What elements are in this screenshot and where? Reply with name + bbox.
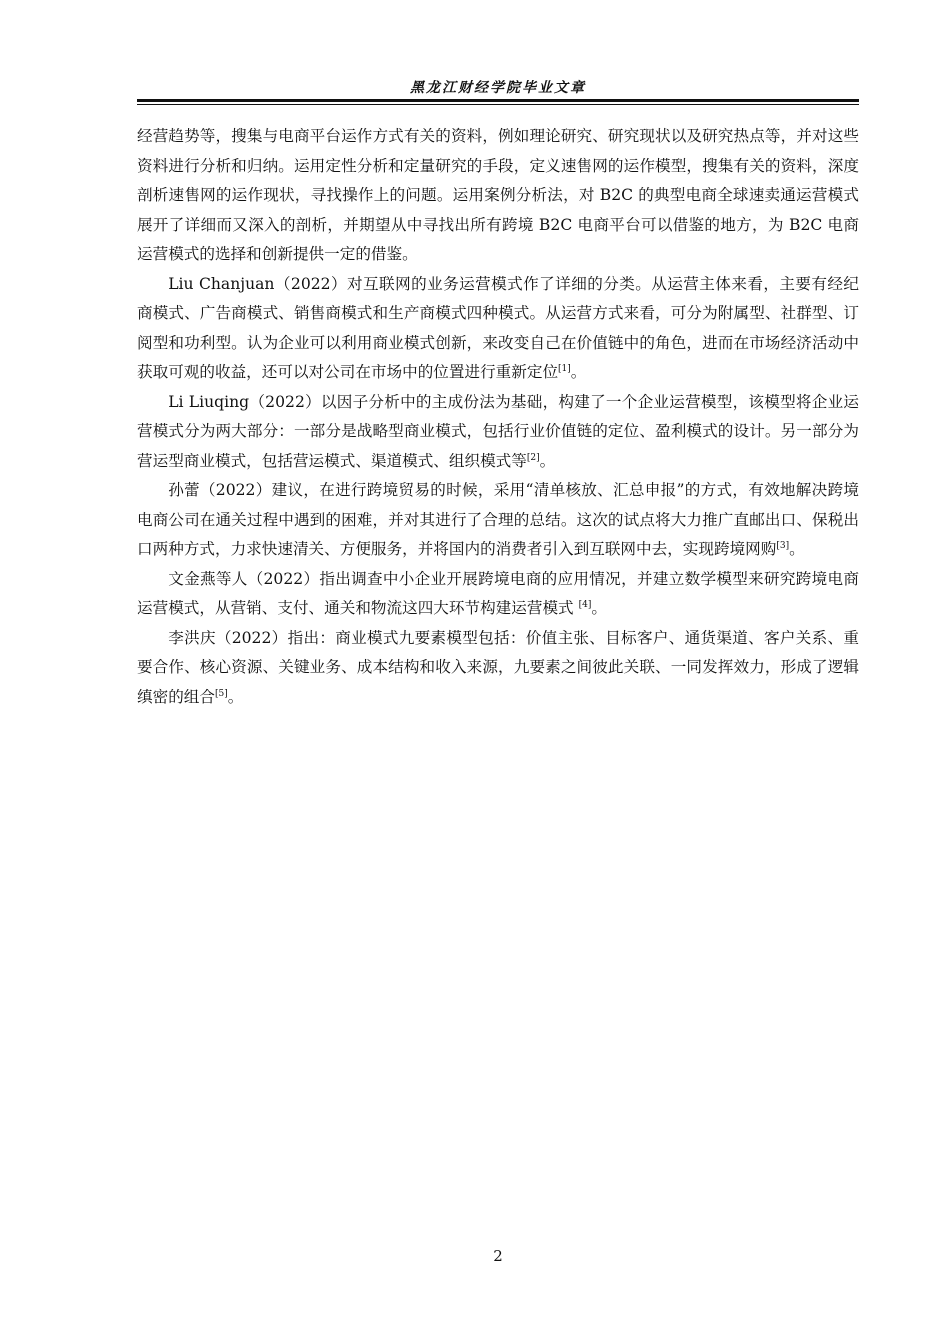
paragraph-text: 李洪庆（2022）指出：商业模式九要素模型包括：价值主张、目标客户、通货渠道、客户关系、重要合作、核心资源、关键业务、成本结构和收入来源，九要素之间彼此关联、一同发挥效力，形成了逻辑缜密的组合	[137, 628, 859, 706]
paragraph-4	[137, 476, 859, 565]
paragraph-end: 。	[570, 363, 587, 381]
paragraph-end: 。	[539, 451, 556, 470]
citation-ref: [3]	[776, 540, 790, 551]
document-body	[137, 122, 859, 712]
paragraph-5	[137, 565, 859, 624]
paragraph-end: 。	[789, 540, 805, 558]
header-rule-thin	[137, 104, 859, 105]
paragraph-text: 经营趋势等，搜集与电商平台运作方式有关的资料，例如理论研究、研究现状以及研究热点等，并对这些资料进行分析和归纳。运用定性分析和定量研究的手段，定义速售网的运作模型，搜集有关的资料，深度剖析速售网的运作现状，寻找操作上的问题。运用案例分析法，对 B2C 的典型电商全球速卖通运营模式展开了详细而又深入的剖析，并期望从中寻找出所有跨境 B2C 电商平台可以借鉴的地方，为 B2C 电商运营模式的选择和创新提供一定的借鉴。	[137, 127, 859, 263]
citation-ref: [4]	[578, 599, 592, 610]
paragraph-text: Li Liuqing（2022）以因子分析中的主成份法为基础，构建了一个企业运营模型，该模型将企业运营模式分为两大部分：一部分是战略型商业模式，包括行业价值链的定位、盈利模式的设计。另一部分为营运型商业模式，包括营运模式、渠道模式、组织模式等	[137, 392, 859, 470]
paragraph-6	[137, 624, 859, 713]
paragraph-end: 。	[591, 599, 607, 617]
header-rule-thick	[137, 99, 859, 102]
citation-ref: [2]	[526, 452, 540, 463]
paragraph-end: 。	[227, 687, 244, 706]
page-header-title: 黑龙江财经学院毕业文章	[410, 80, 586, 96]
paragraph-text: 文金燕等人（2022）指出调查中小企业开展跨境电商的应用情况，并建立数学模型来研究跨境电商运营模式，从营销、支付、通关和物流这四大环节构建运营模式	[137, 569, 859, 617]
citation-ref: [1]	[558, 363, 571, 374]
paragraph-1	[137, 122, 859, 270]
paragraph-2	[137, 270, 859, 388]
page-number: 2	[493, 1247, 503, 1265]
citation-ref: [5]	[214, 688, 228, 699]
paragraph-text: Liu Chanjuan（2022）对互联网的业务运营模式作了详细的分类。从运营主体来看，主要有经纪商模式、广告商模式、销售商模式和生产商模式四种模式。从运营方式来看，可分为附属型、社群型、订阅型和功利型。认为企业可以利用商业模式创新，来改变自己在价值链中的角色，进而在市场经济活动中获取可观的收益，还可以对公司在市场中的位置进行重新定位	[137, 274, 859, 381]
paragraph-3	[137, 388, 859, 477]
paragraph-text: 孙蕾（2022）建议，在进行跨境贸易的时候，采用“清单核放、汇总申报”的方式，有效地解决跨境电商公司在通关过程中遇到的困难，并对其进行了合理的总结。这次的试点将大力推广直邮出口、保税出口两种方式，力求快速清关、方便服务，并将国内的消费者引入到互联网中去，实现跨境网购	[137, 481, 859, 558]
